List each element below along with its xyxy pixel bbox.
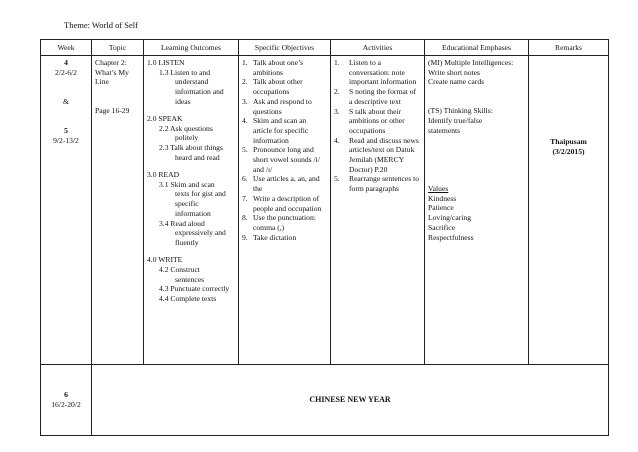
outcome-item: ideas: [175, 96, 191, 106]
emphasis-item: statements: [428, 125, 461, 135]
item-text: S talk about their ambitions or other occupations: [349, 106, 405, 135]
outcome-item: 3.1 Skim and scan: [159, 179, 215, 189]
outcome-item: 4.3 Punctuate correctly: [159, 284, 230, 294]
item-text: Talk about one’s ambitions: [253, 58, 304, 77]
emphasis-item: Identify true/false: [428, 116, 483, 126]
item-number: 4.: [242, 116, 248, 126]
outcome-heading: 1.0 LISTEN: [147, 58, 185, 67]
week-number: 6: [64, 390, 68, 400]
week-dates: 9/2-13/2: [53, 135, 79, 145]
outcome-heading: 3.0 READ: [147, 170, 180, 180]
emphasis-heading: (TS) Thinking Skills:: [428, 106, 493, 116]
scheme-of-work-table: [40, 39, 609, 436]
value-item: Kindness: [428, 193, 457, 203]
item-number: 1.: [242, 58, 248, 67]
item-text: Write a description of people and occupation: [253, 193, 322, 213]
outcome-section: [147, 114, 235, 163]
activities-cell: [331, 56, 425, 365]
ampersand: &: [63, 96, 69, 106]
header-remarks: Remarks: [529, 40, 609, 56]
outcome-item: heard and read: [175, 152, 220, 162]
outcome-item: specific: [175, 199, 199, 209]
outcome-item: sentences: [175, 274, 205, 284]
list-item: [334, 136, 421, 175]
week-number: 5: [64, 125, 68, 135]
week-dates: 2/2-6/2: [55, 67, 77, 77]
topic-text: Line: [95, 77, 109, 87]
outcome-section: [147, 255, 235, 304]
header-educational-emphases: Educational Emphases: [425, 40, 529, 56]
specific-objectives-cell: [239, 56, 331, 365]
item-number: 4.: [334, 135, 340, 145]
outcome-section: [147, 170, 235, 248]
learning-outcomes-cell: [144, 56, 239, 365]
item-number: 9.: [242, 232, 248, 242]
list-item: [242, 174, 327, 193]
header-specific-objectives: Specific Objectives: [239, 40, 331, 56]
outcome-item: expressively and: [175, 228, 226, 238]
week-cell: [41, 365, 92, 436]
remarks-date: (3/2/2015): [552, 146, 585, 156]
holiday-banner: CHINESE NEW YEAR: [92, 365, 609, 436]
header-activities: Activities: [331, 40, 425, 56]
outcome-item: 1.3 Listen to and: [159, 67, 211, 77]
item-text: Skim and scan an article for specific information: [253, 116, 309, 145]
theme-title: Theme: World of Self: [64, 20, 138, 30]
list-item: [242, 213, 327, 232]
header-week: Week: [41, 40, 92, 56]
emphasis-heading: (MI) Multiple Intelligences:: [428, 58, 514, 67]
outcome-heading: 4.0 WRITE: [147, 255, 183, 265]
week-dates: 16/2-20/2: [51, 400, 81, 409]
list-item: [242, 58, 327, 77]
header-topic: Topic: [92, 40, 144, 56]
outcome-item: fluently: [175, 237, 199, 247]
values-heading: Values: [428, 184, 449, 194]
header-row: [41, 40, 609, 56]
emphasis-item: Write short notes: [428, 67, 480, 77]
item-number: 3.: [242, 96, 248, 106]
list-item: [242, 233, 327, 243]
outcome-item: politely: [175, 133, 199, 143]
list-item: [334, 87, 421, 106]
item-text: S noting the format of a descriptive text: [349, 87, 417, 106]
outcome-item: 4.2 Construct: [159, 264, 200, 274]
table-row: [41, 365, 609, 436]
outcome-item: 4.4 Complete texts: [159, 293, 217, 303]
item-text: Use the punctuation: comma (,): [253, 213, 316, 232]
value-item: Loving/caring: [428, 213, 472, 223]
item-number: 7.: [242, 193, 248, 203]
remarks-cell: [529, 56, 609, 365]
item-number: 3.: [334, 106, 340, 116]
list-item: [242, 194, 327, 213]
item-number: 8.: [242, 213, 248, 223]
header-learning-outcomes: Learning Outcomes: [144, 40, 239, 56]
item-number: 6.: [242, 174, 248, 184]
list-item: [242, 77, 327, 96]
outcome-heading: 2.0 SPEAK: [147, 114, 183, 124]
item-number: 5.: [242, 145, 248, 155]
outcome-item: 3.4 Read aloud: [159, 218, 205, 228]
week-number: 4: [64, 58, 68, 67]
week-cell: [41, 56, 92, 365]
topic-text: What’s My: [95, 67, 129, 77]
item-number: 2.: [334, 87, 340, 97]
item-text: Read and discuss news articles/text on Datuk Jemilah (MERCY Doctor) P.20: [349, 135, 419, 174]
outcome-item: understand: [175, 77, 209, 87]
item-number: 1.: [334, 58, 340, 67]
item-text: Talk about other occupations: [253, 77, 303, 97]
outcome-item: information: [175, 208, 211, 218]
list-item: [242, 116, 327, 145]
outcome-item: 2.3 Talk about things: [159, 143, 223, 153]
item-number: 5.: [334, 174, 340, 184]
list-item: [334, 58, 421, 87]
item-number: 2.: [242, 77, 248, 87]
value-item: Sacrifice: [428, 222, 455, 232]
topic-pages: Page 16-29: [95, 106, 130, 116]
emphasis-item: Create name cards: [428, 77, 485, 87]
outcome-item: information and: [175, 87, 224, 97]
item-text: Pronounce long and short vowel sounds /i/ and /ɪ/: [253, 145, 320, 174]
value-item: Patience: [428, 203, 454, 213]
item-text: Take dictation: [253, 232, 297, 242]
topic-cell: [92, 56, 144, 365]
list-item: [334, 174, 421, 193]
topic-text: Chapter 2:: [95, 58, 127, 67]
outcome-item: 2.2 Ask questions: [159, 123, 213, 133]
item-text: Ask and respond to questions: [253, 96, 312, 116]
objectives-list: [242, 58, 327, 242]
table-row: [41, 56, 609, 365]
list-item: [242, 145, 327, 174]
remarks-holiday: Thaipusam: [550, 137, 587, 146]
outcome-section: [147, 58, 235, 107]
item-text: Rearrange sentences to form paragraphs: [349, 174, 419, 194]
item-text: Listen to a conversation: note important information: [349, 58, 417, 87]
list-item: [242, 97, 327, 116]
activities-list: [334, 58, 421, 194]
educational-emphases-cell: [425, 56, 529, 365]
value-item: Respectfulness: [428, 232, 474, 242]
item-text: Use articles a, an, and the: [253, 174, 320, 194]
outcome-item: texts for gist and: [175, 189, 226, 199]
list-item: [334, 107, 421, 136]
